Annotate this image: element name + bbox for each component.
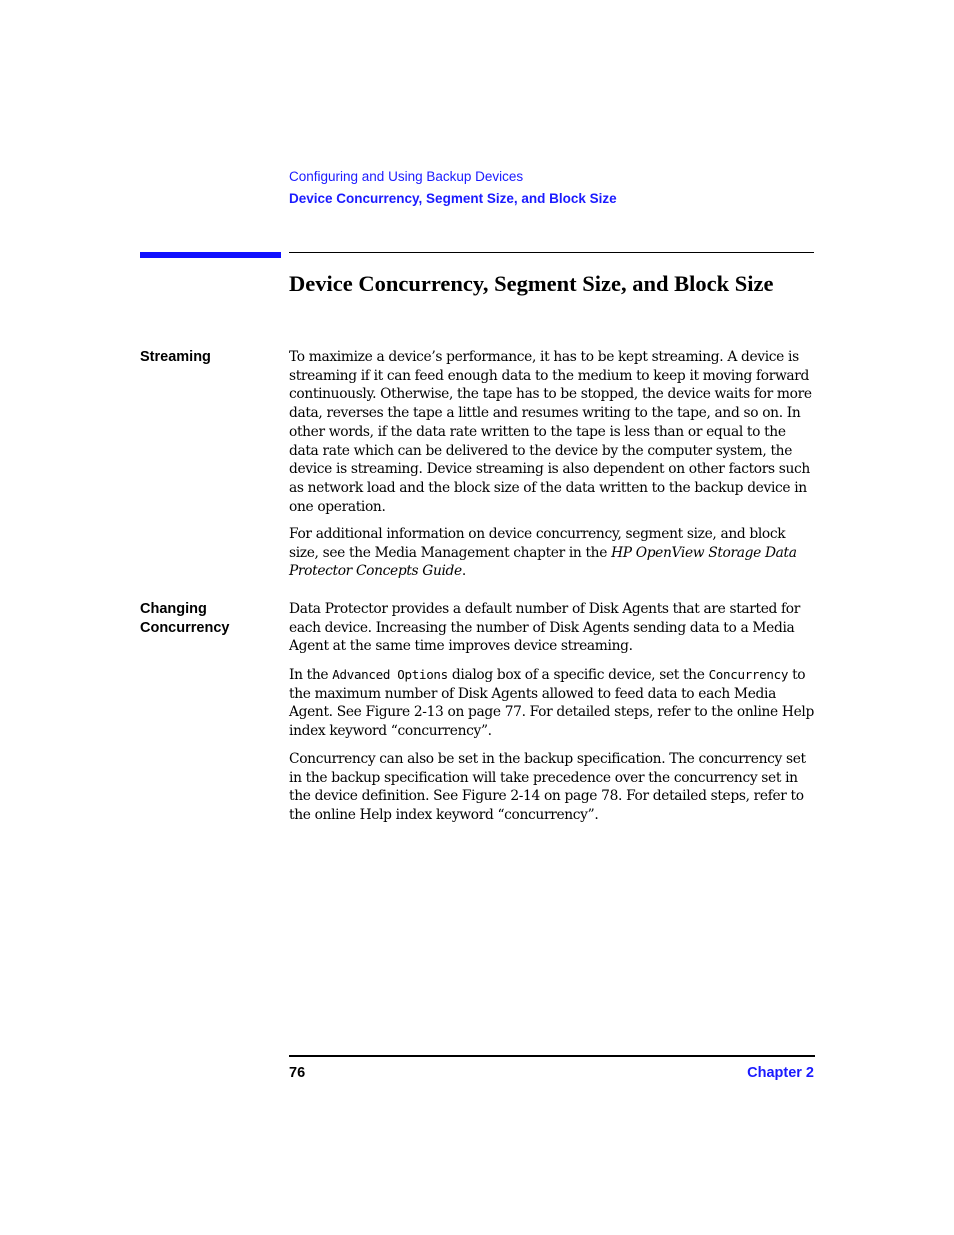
concurrency-paragraph-1: Data Protector provides a default number of Disk Agents that are started for each device. Increasing the number of Disk Agents sending data to a Media Agent at the same time improves device streaming. [289, 601, 800, 655]
concurrency-p2-b: dialog box of a specific device, set the [447, 667, 709, 683]
breadcrumb-section[interactable]: Device Concurrency, Segment Size, and Block Size [289, 191, 617, 206]
streaming-p2-end: . [461, 563, 466, 580]
concurrency-p2-a: In the [289, 667, 333, 683]
concurrency-code: Concurrency [708, 667, 789, 682]
changing-concurrency-heading [140, 600, 229, 638]
streaming-heading: Streaming [140, 349, 211, 365]
changing-concurrency-heading-line-1: Changing [140, 601, 207, 617]
chapter-link[interactable]: Chapter 2 [747, 1065, 814, 1081]
advanced-options-code: Advanced Options [332, 667, 448, 682]
changing-concurrency-heading-line-2: Concurrency [140, 620, 230, 636]
concurrency-paragraph-2 [289, 666, 817, 741]
page-number: 76 [289, 1065, 306, 1081]
breadcrumb-chapter[interactable]: Configuring and Using Backup Devices [289, 169, 524, 184]
footer-divider [289, 1055, 815, 1057]
streaming-p2-text: For additional information on device concurrency, segment size, and block size, see the Media Management chapter in the [289, 526, 786, 561]
concurrency-paragraph-3: Concurrency can also be set in the backup specification. The concurrency set in the backup specification will take precedence over the concurrency set in the device definition. See Figure 2-14 on page 78. For detailed steps, refer to the online Help index keyword “concurrency”. [289, 751, 806, 824]
concurrency-p2-c: to the maximum number of Disk Agents allowed to feed data to each Media Agent. See Figure 2-13 on page 77. For detailed steps, refer to the online Help index keyword “concurrency”. [289, 667, 814, 740]
streaming-paragraph-2 [289, 525, 817, 581]
section-accent-bar [140, 252, 281, 258]
streaming-paragraph-1: To maximize a device’s performance, it has to be kept streaming. A device is streaming if it can feed enough data to the medium to keep it moving forward continuously. Otherwise, the tape has to be stopped, the device waits for more data, reverses the tape a little and resumes writing to the tape, and so on. In other words, if the data rate written to the tape is less than or equal to the data rate which can be delivered to the device by the computer system, the device is streaming. Device streaming is also dependent on other factors such as network load and the block size of the data written to the backup device in one operation. [289, 349, 812, 515]
header-divider [289, 252, 814, 253]
breadcrumb [289, 166, 617, 210]
page-title: Device Concurrency, Segment Size, and Block Size [289, 271, 774, 296]
concepts-guide-title: HP OpenView Storage Data Protector Concepts Guide [289, 544, 797, 580]
